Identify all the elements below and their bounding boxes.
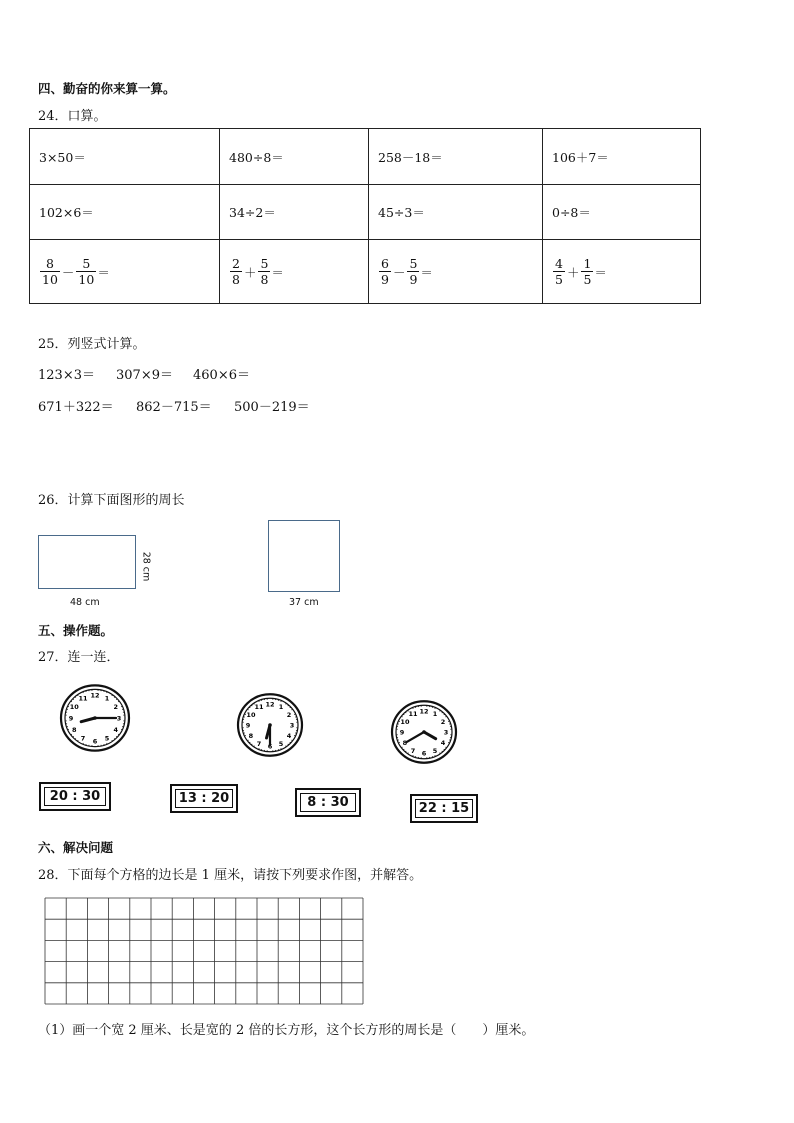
clock-number: 6: [421, 749, 427, 758]
clock-icon: [235, 690, 305, 758]
clock-number: 9: [245, 721, 251, 730]
rect-width-label: 48 cm: [70, 597, 100, 608]
rectangle-figure: [38, 535, 136, 589]
fraction-cell: $\frac{8}{10}$ － $\frac{5}{10}$ ＝: [30, 240, 220, 304]
fraction-cell: $\frac{2}{8}$ ＋ $\frac{5}{8}$ ＝: [220, 240, 369, 304]
fraction: $\frac{8}{10}$: [42, 256, 58, 287]
question-28-sub1: （1）画一个宽 2 厘米、长是宽的 2 倍的长方形，这个长方形的周长是（ ）厘米。: [38, 1023, 535, 1038]
fraction: $\frac{4}{5}$: [555, 256, 563, 287]
clock-number: 11: [408, 710, 418, 719]
calc-cell: 3×50＝: [30, 129, 220, 185]
clock-number: 12: [90, 691, 100, 700]
time-card: 13 : 20: [170, 784, 238, 813]
clock-number: 1: [278, 703, 284, 712]
clock-number: 9: [399, 728, 405, 737]
clock-number: 2: [286, 710, 292, 719]
time-card: 22 : 15: [410, 794, 478, 823]
oral-calc-table: [29, 128, 701, 304]
clock-number: 2: [113, 702, 119, 711]
question-27-label: 27．连一连．: [38, 650, 120, 665]
fraction: $\frac{2}{8}$: [232, 256, 240, 287]
calc-cell: 106＋7＝: [543, 129, 701, 185]
clock-number: 1: [432, 710, 438, 719]
clock-number: 4: [440, 739, 446, 748]
clock-number: 6: [92, 737, 98, 746]
rect-height-label: 28 cm: [140, 551, 152, 582]
calc-cell: 258－18＝: [369, 129, 543, 185]
clock-number: 7: [256, 739, 262, 748]
clock-number: 10: [69, 702, 79, 711]
section-title-4: 四、勤奋的你来算一算。: [38, 81, 176, 96]
time-card: 8 : 30: [295, 788, 361, 817]
section-title-6: 六、解决问题: [38, 840, 114, 855]
vertical-calc-item: 307×9＝: [116, 368, 173, 383]
fraction: $\frac{6}{9}$: [381, 256, 389, 287]
clock-number: 3: [443, 728, 449, 737]
clock-number: 5: [278, 739, 284, 748]
clock-icon: [58, 681, 132, 753]
clock-number: 7: [80, 734, 86, 743]
clock-number: 8: [248, 732, 254, 741]
clock-number: 4: [286, 732, 292, 741]
clock-number: 11: [78, 694, 88, 703]
clock-number: 1: [104, 694, 110, 703]
calc-cell: 0÷8＝: [543, 185, 701, 240]
clock-number: 3: [116, 714, 122, 723]
question-26-label: 26．计算下面图形的周长: [38, 493, 185, 508]
time-card: 20 : 30: [39, 782, 111, 811]
clock-icon: [388, 697, 460, 765]
clock-number: 9: [68, 714, 74, 723]
clock-number: 5: [432, 746, 438, 755]
clock-number: 4: [113, 726, 119, 735]
clock-number: 3: [289, 721, 295, 730]
clock-number: 7: [410, 746, 416, 755]
square-figure: [268, 520, 340, 592]
clock-number: 10: [246, 710, 256, 719]
square-side-label: 37 cm: [289, 597, 319, 608]
clock-number: 8: [71, 726, 77, 735]
square-grid: [44, 897, 366, 1005]
fraction-cell: $\frac{4}{5}$ ＋ $\frac{1}{5}$ ＝: [543, 240, 701, 304]
fraction: $\frac{5}{10}$: [78, 256, 95, 287]
calc-cell: 480÷8＝: [220, 129, 369, 185]
calc-cell: 34÷2＝: [220, 185, 369, 240]
question-28-label: 28．下面每个方格的边长是 1 厘米，请按下列要求作图，并解答。: [38, 868, 423, 883]
fraction-cell: $\frac{6}{9}$ － $\frac{5}{9}$ ＝: [369, 240, 543, 304]
clock-number: 5: [104, 734, 110, 743]
calc-cell: 45÷3＝: [369, 185, 543, 240]
fraction: $\frac{1}{5}$: [583, 256, 592, 287]
fraction: $\frac{5}{8}$: [260, 256, 269, 287]
clock-number: 2: [440, 717, 446, 726]
vertical-calc-item: 862－715＝: [136, 400, 212, 415]
fraction: $\frac{5}{9}$: [409, 256, 418, 287]
vertical-calc-item: 460×6＝: [193, 368, 250, 383]
section-title-5: 五、操作题。: [38, 623, 114, 638]
vertical-calc-item: 671＋322＝: [38, 400, 114, 415]
clock-number: 10: [400, 717, 410, 726]
question-25-label: 25．列竖式计算。: [38, 337, 146, 352]
question-24-label: 24．口算。: [38, 109, 107, 124]
vertical-calc-item: 500－219＝: [234, 400, 310, 415]
clock-number: 12: [419, 707, 429, 716]
clock-number: 12: [265, 700, 275, 709]
clock-number: 6: [267, 742, 273, 751]
calc-cell: 102×6＝: [30, 185, 220, 240]
clock-number: 11: [254, 703, 264, 712]
clock-number: 8: [402, 739, 408, 748]
vertical-calc-item: 123×3＝: [38, 368, 95, 383]
